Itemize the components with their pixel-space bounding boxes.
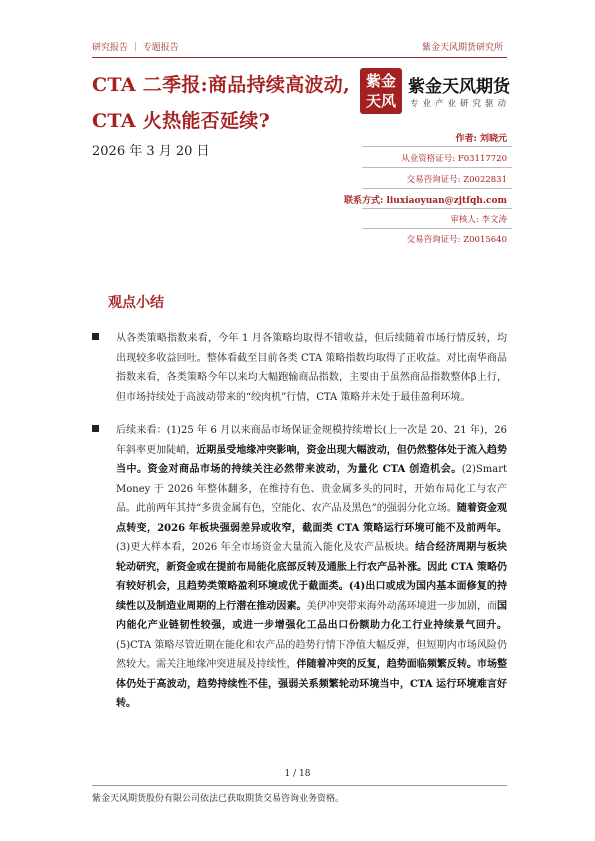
body-text: 从各类策略指数来看，今年 1 月各策略均取得不错收益，但后续随着市场行情反转，均出现较多收益回吐。整体看截至目前各类 CTA 策略指数均取得了正收益。对比南华商品指数来看，各类策略今年以来均大幅跑输商品指数，主要由于虽然商品指数整体β上行，但市场持续处于高波动带来的“绞肉机”行情，CTA 策略并未处于最佳盈利环境。 (116, 333, 507, 403)
report-title-line1: CTA 二季报:商品持续高波动, (92, 74, 351, 96)
body-text: (3)更大样本看，2026 年全市场资金大量流入能化及农产品板块。 (116, 542, 416, 553)
body-text: 后续来看：(1)25 年 6 月以来商品市场保证金规模持续增长(上一次是 20、21 年)，26 年斜率更加陡峭， (116, 425, 507, 456)
emphasis-text: 国内能化产业链韧性较强，或进一步增强化工品出口份额助力化工行业持续景气回升。 (116, 600, 507, 631)
info-divider (362, 188, 512, 189)
emphasis-text: (4)出口或成为国内基本面修复的持续性以及制造业周期的上行潜在推动因素。 (116, 581, 508, 612)
author-name: 作者: 刘晓元 (455, 134, 507, 144)
report-date: 2026 年 3 月 20 日 (92, 144, 210, 159)
header-left: 研究报告 ｜ 专题报告 (92, 43, 179, 53)
company-logo (360, 68, 520, 114)
author-contact: 联系方式: liuxiaoyuan@zjtfqh.com (344, 196, 507, 206)
reviewer-name: 审核人: 李文涛 (450, 215, 507, 225)
header-divider (92, 57, 507, 58)
emphasis-text: 近期虽受地缘冲突影响，资金出现大幅波动，但仍然整体处于流入趋势当中。资金对商品市场的持续关注必然带来波动，为量化 CTA 创造机会。 (116, 444, 508, 475)
logo-seal: 紫金 天风 (360, 68, 402, 114)
logo-slogan: 专业产业研究驱动 (410, 99, 511, 109)
paragraph-text (116, 329, 507, 407)
emphasis-text: 结合经济周期与板块轮动研究，新资金或在提前布局能化底部反转及通胀上行农产品补涨。因此 CTA 策略仍有较好机会，且趋势类策略盈利环境或优于截面类。 (116, 542, 507, 592)
reviewer-consult-id: 交易咨询证号: Z0015640 (406, 235, 507, 245)
emphasis-text: 随着资金观点转变，2026 年板块强弱差异或收窄，截面类 CTA 策略运行环境可能不及前两年。 (116, 503, 508, 534)
page-number: 1 / 18 (284, 769, 311, 779)
author-consult-id: 交易咨询证号: Z0022831 (406, 175, 507, 185)
summary-paragraph-2 (92, 421, 507, 714)
author-qualification: 从业资格证号: F03117720 (401, 154, 507, 164)
info-divider (362, 146, 512, 147)
body-text: (5)CTA 策略尽管近期在能化和农产品的趋势行情下净值大幅反弹，但短期内市场风险仍然较大。需关注地缘冲突进展及持续性， (116, 639, 507, 670)
header-right: 紫金天风期货研究所 (421, 43, 503, 53)
emphasis-text: 伴随着冲突的反复，趋势面临频繁反转。市场整体仍处于高波动，趋势持续性不佳，强弱关系频繁轮动环境当中，CTA 运行环境难言好转。 (116, 659, 508, 709)
footer-disclaimer: 紫金天风期货股份有限公司依法已获取期货交易咨询业务资格。 (92, 794, 345, 804)
logo-brand: 紫金天风期货 (408, 77, 510, 97)
bullet-square-icon (92, 425, 99, 432)
body-text: 美伊冲突带来海外动荡环境进一步加剧，而 (306, 600, 497, 612)
section-title: 观点小结 (108, 295, 164, 311)
info-divider (362, 228, 512, 229)
report-title-line2: CTA 火热能否延续? (92, 110, 271, 132)
footer-divider (92, 785, 507, 786)
bullet-square-icon (92, 333, 99, 340)
paragraph-text (116, 421, 507, 714)
body-text: (2)Smart Money 于 2026 年整体翻多，在维持有色、贵金属多头的同时，开始布局化工与农产品。此前两年其持“多贵金属有色，空能化、农产品及黑色”的强弱分化立场。 (116, 464, 507, 514)
info-divider (362, 167, 512, 168)
info-divider (362, 208, 512, 209)
summary-paragraph-1 (92, 329, 507, 407)
